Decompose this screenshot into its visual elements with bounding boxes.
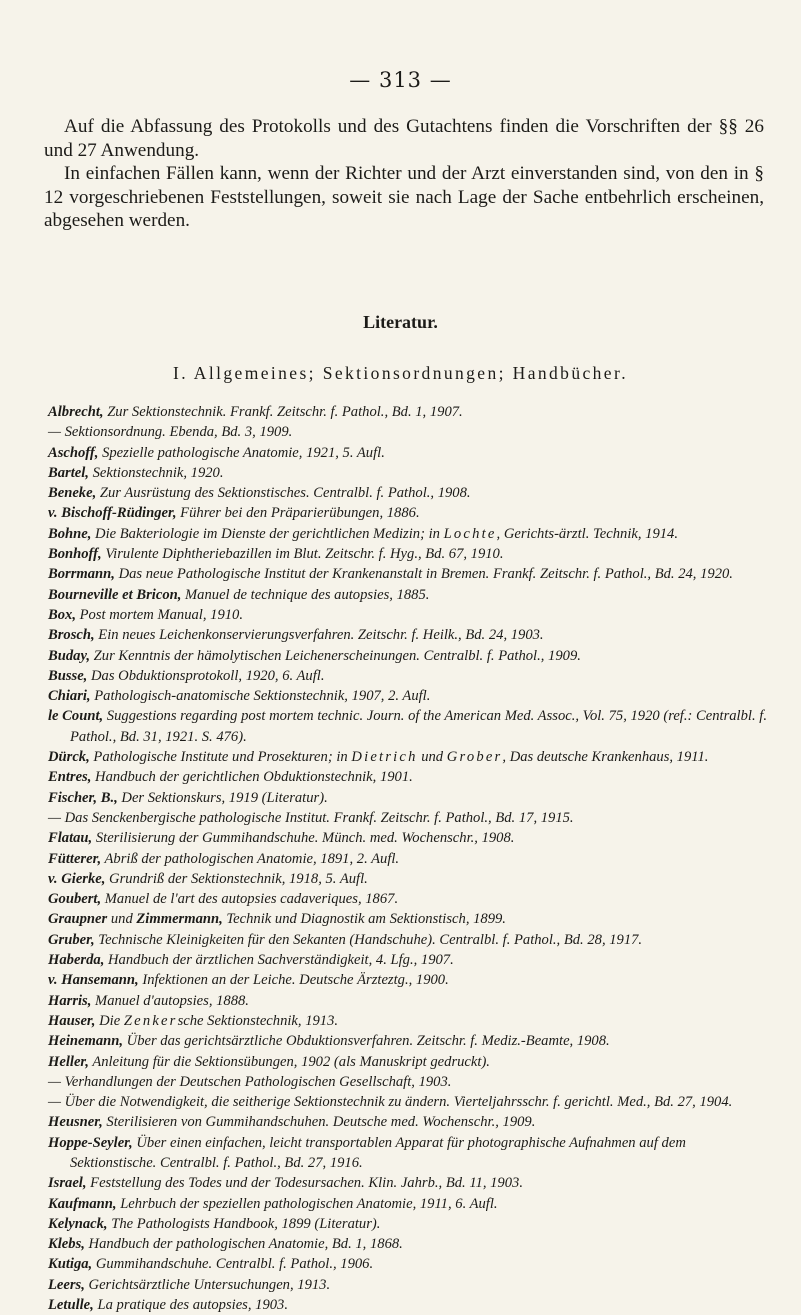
reference-text: Spezielle pathologische Anatomie, 1921, 5. Aufl. — [98, 444, 385, 461]
reference-entry — [48, 1214, 768, 1234]
reference-entry — [48, 706, 768, 747]
reference-text: , Das deutsche Krankenhaus, 1911. — [502, 749, 709, 766]
reference-author: v. Gierke, — [48, 870, 106, 887]
reference-author: Leers, — [48, 1276, 85, 1293]
reference-author: Goubert, — [48, 891, 102, 908]
reference-entry — [48, 1275, 768, 1295]
reference-author: Aschoff, — [48, 444, 99, 461]
reference-entry — [48, 1112, 768, 1132]
reference-text: und — [107, 911, 137, 928]
reference-author: Heller, — [48, 1053, 89, 1070]
reference-entry — [48, 970, 768, 990]
reference-text: — Sektionsordnung. Ebenda, Bd. 3, 1909. — [48, 424, 293, 441]
reference-text: Das neue Pathologische Institut der Krankenanstalt in Bremen. Frankf. Zeitschr. f. Pathol., Bd. 24, 1920. — [114, 566, 733, 583]
reference-entry — [48, 991, 768, 1011]
reference-text: Handbuch der ärztlichen Sachverständigkeit, 4. Lfg., 1907. — [104, 952, 454, 969]
reference-text: Lehrbuch der speziellen pathologischen Anatomie, 1911, 6. Aufl. — [116, 1195, 498, 1212]
reference-author: Letulle, — [48, 1297, 94, 1314]
reference-text: Pathologisch-anatomische Sektionstechnik, 1907, 2. Aufl. — [90, 688, 431, 705]
reference-list — [48, 402, 768, 1315]
reference-author: Kelynack, — [48, 1215, 108, 1232]
section-subheading: I. Allgemeines; Sektionsordnungen; Handbücher. — [173, 363, 628, 383]
reference-text: Infektionen an der Leiche. Deutsche Ärzteztg., 1900. — [138, 972, 449, 989]
reference-entry — [48, 788, 768, 808]
reference-text: Manuel d'autopsies, 1888. — [91, 992, 249, 1009]
reference-entry — [48, 402, 768, 422]
reference-text: Sektionstechnik, 1920. — [88, 464, 224, 481]
reference-text: Gerichtsärztliche Untersuchungen, 1913. — [84, 1276, 331, 1293]
reference-text: Pathologische Institute und Prosekturen; in — [89, 749, 352, 766]
reference-entry — [48, 443, 768, 463]
reference-text: Technische Kleinigkeiten für den Sekanten (Handschuhe). Centralbl. f. Pathol., Bd. 28, 1917. — [94, 931, 643, 948]
reference-text: Sterilisieren von Gummihandschuhen. Deutsche med. Wochenschr., 1909. — [102, 1114, 536, 1131]
reference-entry — [48, 767, 768, 787]
page-number: — 313 — — [349, 68, 452, 92]
reference-author: Graupner — [48, 911, 108, 928]
reference-author: Kaufmann, — [48, 1195, 117, 1212]
reference-author: Albrecht, — [48, 404, 104, 420]
reference-author: Klebs, — [48, 1236, 85, 1253]
reference-entry — [48, 930, 768, 950]
reference-entry — [48, 564, 768, 584]
reference-text: sche Sektionstechnik, 1913. — [177, 1012, 339, 1029]
reference-author: v. Hansemann, — [48, 972, 139, 989]
reference-entry — [48, 808, 768, 828]
reference-entry — [48, 544, 768, 564]
reference-text: Gummihandschuhe. Centralbl. f. Pathol., 1906. — [92, 1256, 374, 1273]
intro-paragraph-1: Auf die Abfassung des Protokolls und des Gutachtens finden die Vorschriften der §§ 26 und 27 Anwendung. — [44, 116, 764, 161]
reference-author: Zimmermann, — [136, 911, 223, 928]
reference-text: Der Sektionskurs, 1919 (Literatur). — [117, 789, 328, 806]
reference-text: — Über die Notwendigkeit, die seitherige Sektionstechnik zu ändern. Vierteljahrsschr. f. gerichtl. Med., Bd. 27, 1904. — [48, 1094, 733, 1111]
reference-text: Handbuch der pathologischen Anatomie, Bd. 1, 1868. — [84, 1236, 403, 1253]
reference-text: The Pathologists Handbook, 1899 (Literatur). — [107, 1215, 381, 1232]
literature-heading: Literatur. — [363, 312, 438, 332]
reference-entry — [48, 1092, 768, 1112]
reference-spaced-name: Dietrich — [351, 749, 418, 766]
reference-text: Zur Ausrüstung des Sektionstisches. Centralbl. f. Pathol., 1908. — [96, 485, 471, 502]
reference-author: le Count, — [48, 708, 104, 725]
reference-entry — [48, 524, 768, 544]
reference-entry — [48, 747, 768, 767]
reference-text: Virulente Diphtheriebazillen im Blut. Zeitschr. f. Hyg., Bd. 67, 1910. — [101, 546, 504, 563]
reference-text: Manuel de l'art des autopsies cadaveriques, 1867. — [101, 891, 399, 908]
reference-entry — [48, 585, 768, 605]
reference-author: v. Bischoff-Rüdinger, — [48, 505, 177, 522]
reference-entry — [48, 1254, 768, 1274]
reference-text: Handbuch der gerichtlichen Obduktionstechnik, 1901. — [91, 769, 413, 786]
reference-author: Borrmann, — [48, 566, 115, 583]
reference-author: Busse, — [48, 667, 88, 684]
reference-author: Heinemann, — [48, 1033, 124, 1050]
reference-entry — [48, 646, 768, 666]
reference-author: Chiari, — [48, 688, 91, 705]
reference-entry — [48, 666, 768, 686]
reference-text: Anleitung für die Sektionsübungen, 1902 (als Manuskript gedruckt). — [88, 1053, 490, 1070]
reference-text: Grundriß der Sektionstechnik, 1918, 5. Aufl. — [105, 870, 368, 887]
reference-entry — [48, 605, 768, 625]
reference-author: Harris, — [48, 992, 92, 1009]
reference-author: Hauser, — [48, 1012, 96, 1029]
reference-author: Brosch, — [48, 627, 95, 644]
reference-text: und — [417, 749, 447, 766]
reference-text: , Gerichts-ärztl. Technik, 1914. — [496, 525, 678, 542]
reference-author: Bohne, — [48, 525, 92, 542]
reference-text: Über einen einfachen, leicht transportablen Apparat für photographische Aufnahmen auf dem Sektionstische. Centralbl. f. Pathol., Bd. 27, 1916. — [70, 1134, 686, 1171]
reference-author: Heusner, — [48, 1114, 103, 1131]
reference-entry — [48, 503, 768, 523]
reference-entry — [48, 463, 768, 483]
reference-entry — [48, 422, 768, 442]
reference-author: Entres, — [48, 769, 92, 786]
reference-author: Bartel, — [48, 464, 89, 481]
intro-paragraph-2: In einfachen Fällen kann, wenn der Richter und der Arzt einverstanden sind, von den in § 12 vorgeschriebenen Feststellungen, soweit sie nach Lage der Sache entbehrlich erscheinen, abgesehen werden. — [44, 163, 764, 232]
reference-entry — [48, 828, 768, 848]
reference-entry — [48, 950, 768, 970]
reference-spaced-name: Grober — [446, 749, 503, 766]
reference-text: La pratique des autopsies, 1903. — [93, 1297, 288, 1314]
reference-text: Die — [95, 1012, 124, 1029]
reference-text: Post mortem Manual, 1910. — [75, 606, 243, 623]
reference-author: Israel, — [48, 1175, 87, 1192]
reference-text: Manuel de technique des autopsies, 1885. — [181, 586, 430, 603]
reference-author: Dürck, — [48, 749, 90, 766]
reference-text: — Verhandlungen der Deutschen Pathologischen Gesellschaft, 1903. — [48, 1073, 452, 1090]
reference-entry — [48, 1173, 768, 1193]
reference-text: Das Obduktionsprotokoll, 1920, 6. Aufl. — [87, 667, 325, 684]
reference-text: Die Bakteriologie im Dienste der gerichtlichen Medizin; in — [91, 525, 444, 542]
reference-text: Ein neues Leichenkonservierungsverfahren. Zeitschr. f. Heilk., Bd. 24, 1903. — [94, 627, 544, 644]
reference-entry — [48, 1072, 768, 1092]
reference-spaced-name: Zenker — [123, 1012, 178, 1029]
reference-author: Fischer, B., — [48, 789, 118, 806]
reference-entry — [48, 483, 768, 503]
reference-author: Bonhoff, — [48, 546, 102, 563]
reference-spaced-name: Lochte — [443, 525, 497, 542]
reference-entry — [48, 849, 768, 869]
reference-author: Haberda, — [48, 952, 105, 969]
reference-text: Zur Sektionstechnik. Frankf. Zeitschr. f. Pathol., Bd. 1, 1907. — [103, 404, 463, 420]
reference-author: Bourneville et Bricon, — [48, 586, 182, 603]
reference-author: Flatau, — [48, 830, 93, 847]
reference-entry — [48, 909, 768, 929]
intro-text — [44, 115, 764, 233]
reference-text: — Das Senckenbergische pathologische Institut. Frankf. Zeitschr. f. Pathol., Bd. 17, 1915. — [48, 809, 574, 826]
reference-text: Suggestions regarding post mortem technic. Journ. of the American Med. Assoc., Vol. 75, 1920 (ref.: Centralbl. f. Pathol., Bd. 31, 1921. S. 476). — [70, 708, 767, 745]
reference-author: Fütterer, — [48, 850, 102, 867]
reference-entry — [48, 1011, 768, 1031]
reference-author: Box, — [48, 606, 76, 623]
reference-entry — [48, 889, 768, 909]
reference-author: Gruber, — [48, 931, 95, 948]
reference-entry — [48, 1052, 768, 1072]
reference-entry — [48, 1194, 768, 1214]
reference-text: Führer bei den Präparierübungen, 1886. — [176, 505, 420, 522]
reference-text: Sterilisierung der Gummihandschuhe. Münch. med. Wochenschr., 1908. — [92, 830, 515, 847]
reference-entry — [48, 625, 768, 645]
reference-text: Technik und Diagnostik am Sektionstisch, 1899. — [222, 911, 506, 928]
reference-entry — [48, 1295, 768, 1315]
reference-author: Kutiga, — [48, 1256, 93, 1273]
reference-entry — [48, 686, 768, 706]
reference-text: Über das gerichtsärztliche Obduktionsverfahren. Zeitschr. f. Mediz.-Beamte, 1908. — [123, 1033, 610, 1050]
reference-author: Buday, — [48, 647, 91, 664]
reference-entry — [48, 869, 768, 889]
reference-entry — [48, 1031, 768, 1051]
reference-entry — [48, 1234, 768, 1254]
reference-entry — [48, 1133, 768, 1174]
reference-text: Zur Kenntnis der hämolytischen Leichenerscheinungen. Centralbl. f. Pathol., 1909. — [90, 647, 581, 664]
reference-text: Feststellung des Todes und der Todesursachen. Klin. Jahrb., Bd. 11, 1903. — [86, 1175, 523, 1192]
reference-author: Hoppe-Seyler, — [48, 1134, 133, 1151]
reference-author: Beneke, — [48, 485, 97, 502]
reference-text: Abriß der pathologischen Anatomie, 1891, 2. Aufl. — [101, 850, 400, 867]
